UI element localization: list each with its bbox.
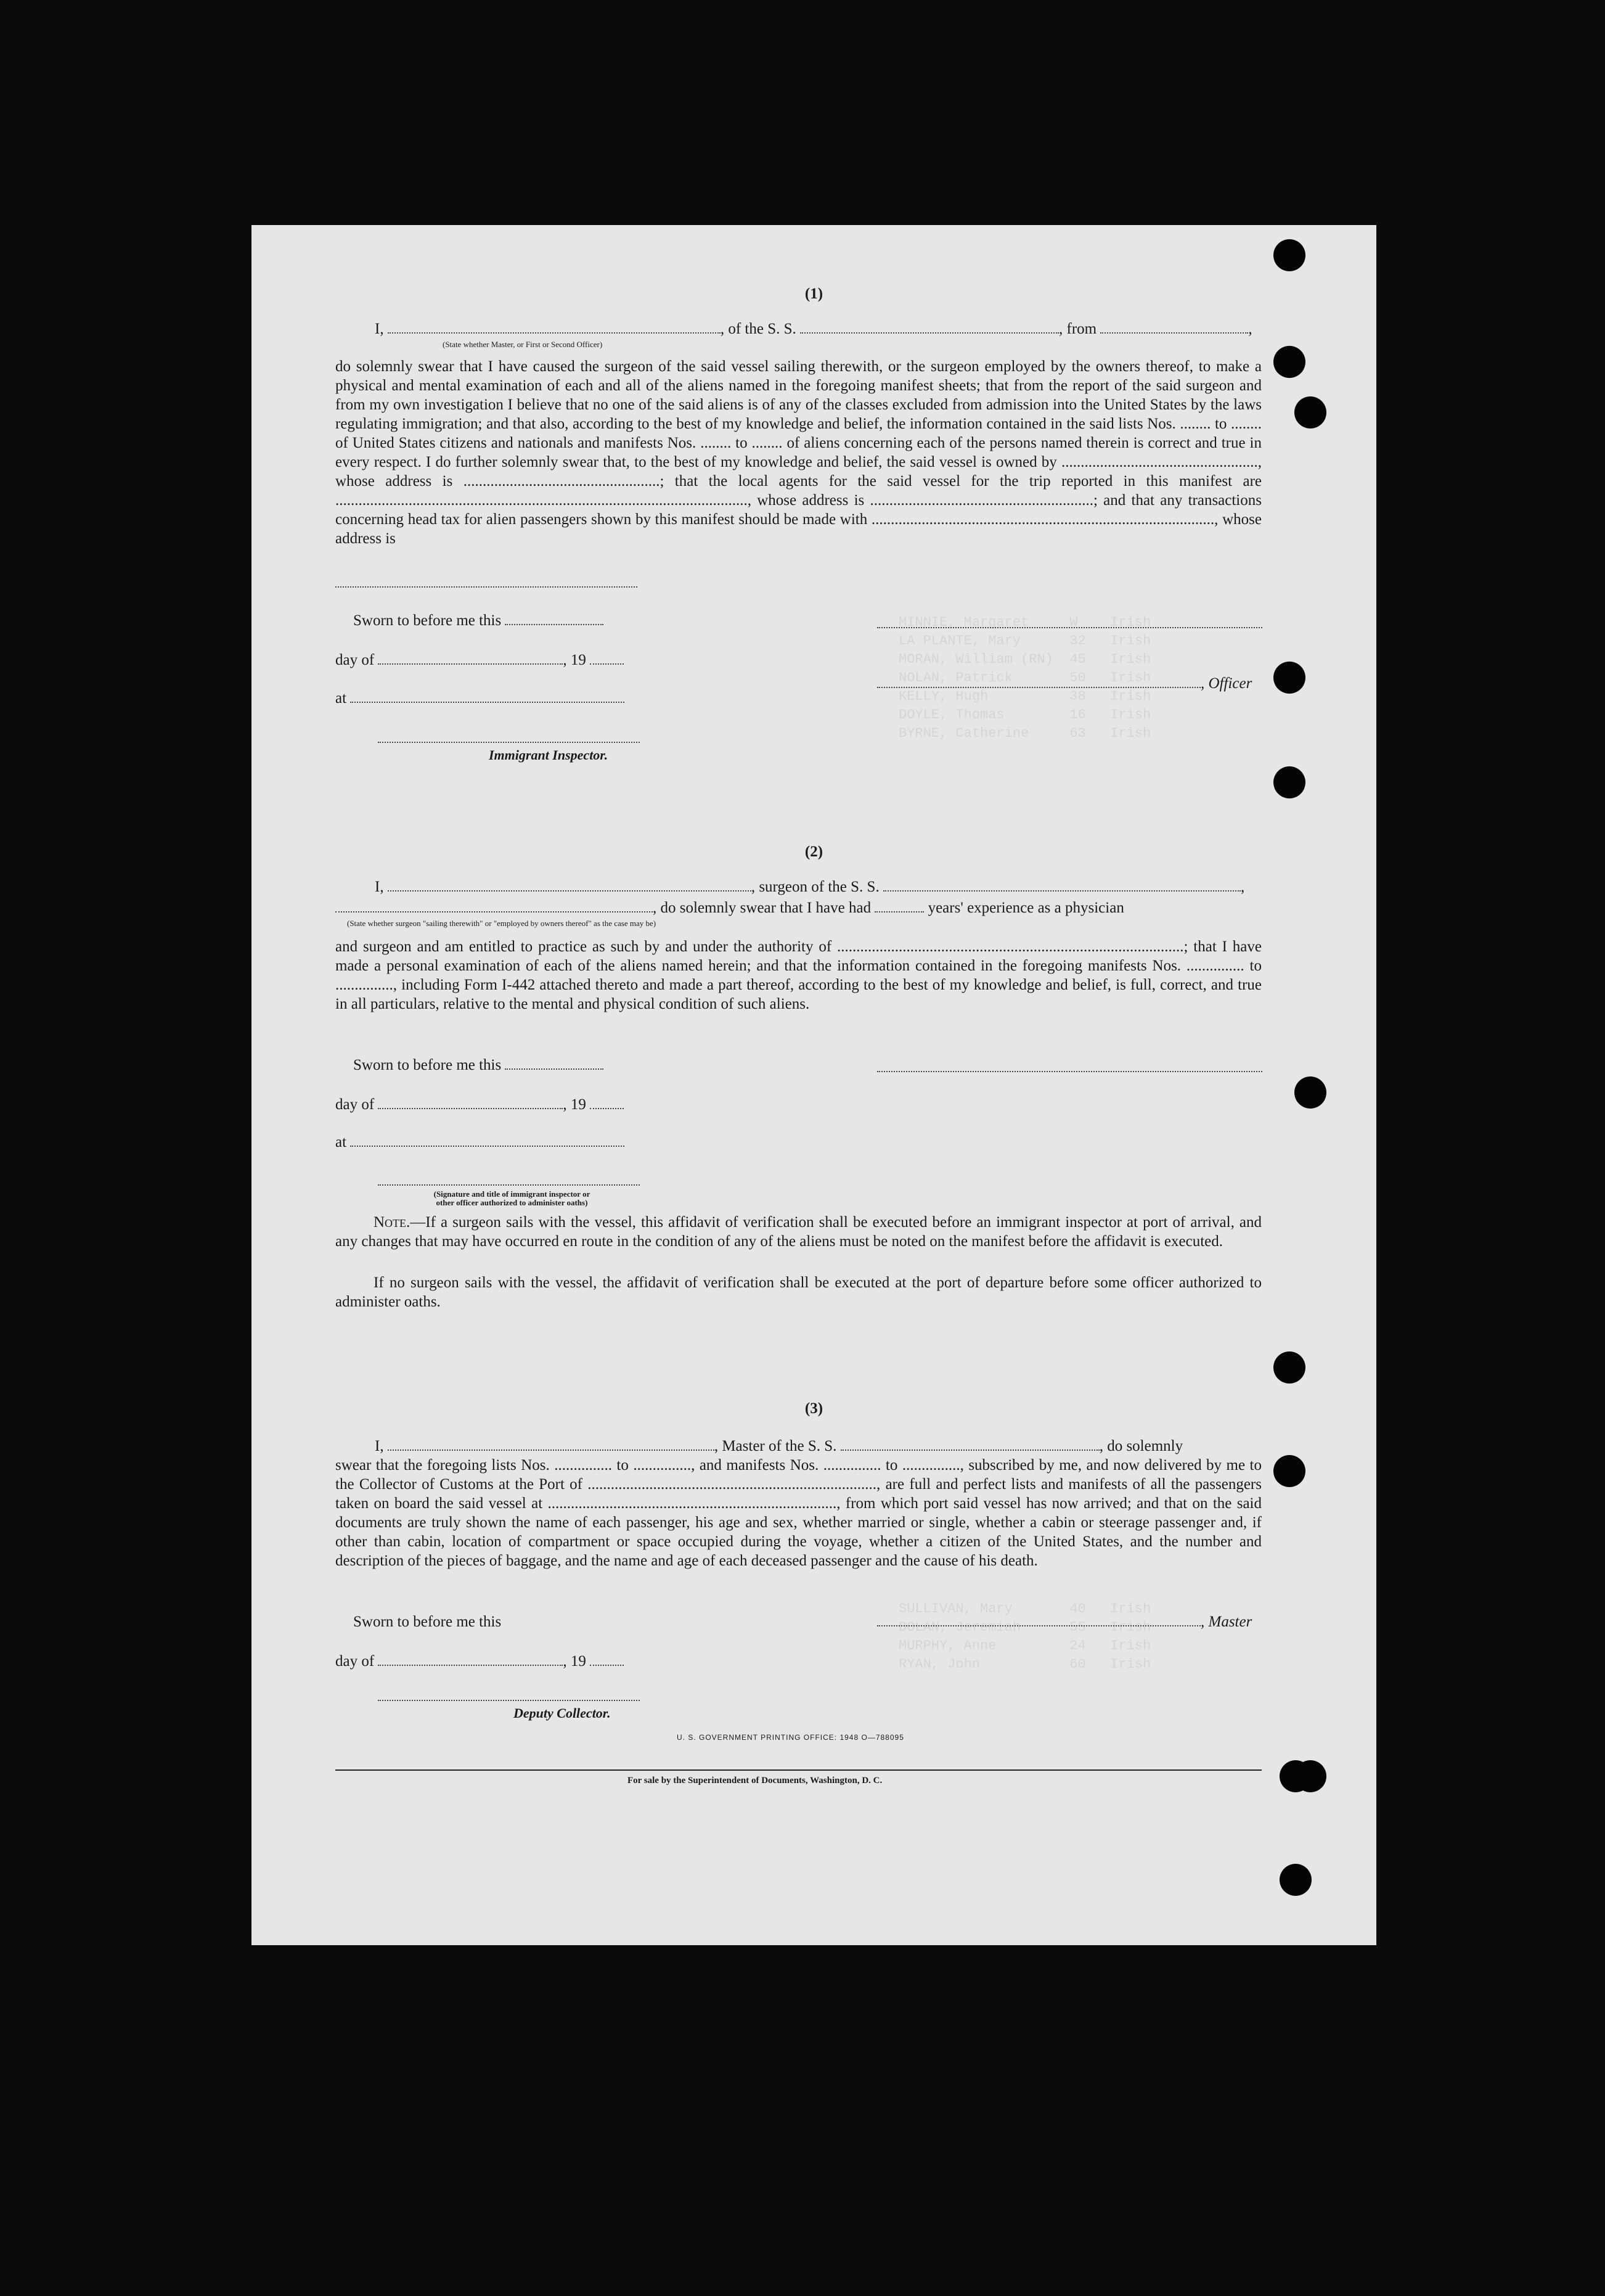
sec2-note-1 [335, 1213, 1262, 1251]
sec1-of-ss-label: , of the S. S. [720, 321, 796, 337]
sec3-master-line [877, 1612, 1252, 1631]
sec2-sworn-label: Sworn to before me this [353, 1057, 502, 1073]
punch-hole [1273, 239, 1305, 271]
punch-hole [1273, 1455, 1305, 1487]
sec2-year-label: , 19 [563, 1096, 586, 1113]
sec2-sig-caption-2: other officer authorized to administer oaths) [436, 1198, 588, 1207]
note-1-text: —If a surgeon sails with the vessel, this affidavit of verification shall be executed before an immigrant inspector at port of arrival, and any changes that may have occurred en route in the condition of any of the aliens must be noted on the manifest before the affidavit is executed. [335, 1214, 1262, 1250]
section-2-number: (2) [804, 843, 823, 860]
sec1-sworn-label: Sworn to before me this [353, 612, 502, 629]
punch-hole [1280, 1864, 1312, 1896]
sec3-oath-line [375, 1437, 1183, 1456]
sec3-day-label: day of [335, 1653, 375, 1670]
sec3-sworn-label: Sworn to before me this [353, 1613, 502, 1630]
sec2-surgeon-ss-label: , surgeon of the S. S. [751, 879, 880, 895]
sec1-officer-line [877, 674, 1252, 693]
sec1-year-label: , 19 [563, 652, 586, 668]
form-page [251, 225, 1376, 1945]
sec3-day-line [335, 1652, 624, 1671]
sec1-oath-line [375, 319, 1252, 338]
sec1-signature-line[interactable] [877, 627, 1262, 628]
sec1-vessel-name-field[interactable] [800, 320, 1059, 334]
punch-hole [1273, 662, 1305, 694]
punch-hole [1294, 396, 1326, 428]
gpo-imprint: U. S. GOVERNMENT PRINTING OFFICE: 1948 O—788095 [677, 1733, 904, 1742]
sec1-day-line [335, 650, 624, 670]
section-1-number: (1) [804, 285, 823, 302]
note-label: Note. [374, 1214, 410, 1231]
sec2-status-field[interactable] [335, 899, 653, 912]
sec3-vessel-name-field[interactable] [841, 1437, 1100, 1451]
sec1-line-end: , [1248, 321, 1252, 337]
sec1-i-label: I, [375, 321, 384, 337]
punch-hole [1294, 1760, 1326, 1792]
punch-hole [1273, 1351, 1305, 1384]
sec2-oath-line [375, 877, 1244, 896]
bleed-through-texture: MINNIE, Margaret W Irish LA PLANTE, Mary 32 Irish MORAN, William (RN) 45 Irish NOLAN, Patrick 50 Irish KELLY, Hugh 38 Irish DOYLE, Thomas 16 Irish BYRNE, Catherine 63 Irish [899, 615, 1151, 741]
sec2-at-line [335, 1133, 624, 1152]
punch-hole [1294, 1076, 1326, 1109]
sec2-at-field[interactable] [350, 1133, 624, 1147]
sec2-line-end: , [1240, 879, 1245, 895]
sec1-address-continuation-line[interactable] [335, 586, 637, 588]
sec1-day-label: day of [335, 652, 375, 668]
sec2-years-field[interactable] [875, 899, 924, 912]
sec2-signature-line[interactable] [877, 1071, 1262, 1072]
sec2-swear-label: , do solemnly swear that I have had [653, 900, 872, 916]
sec3-deputy-label: Deputy Collector. [513, 1705, 611, 1721]
sec2-experience-line [335, 898, 1124, 917]
footer-rule [335, 1769, 1262, 1771]
for-sale-notice: For sale by the Superintendent of Documents, Washington, D. C. [627, 1776, 883, 1786]
sec2-officer-signature-line[interactable] [378, 1184, 640, 1186]
sec1-year-field[interactable] [590, 651, 624, 665]
punch-hole [1273, 346, 1305, 378]
sec1-officer-rank-field[interactable] [388, 320, 721, 334]
sec2-note-2: If no surgeon sails with the vessel, the affidavit of verification shall be executed at the port of departure before some officer authorized to administer oaths. [335, 1274, 1262, 1310]
sec3-oath-paragraph: swear that the foregoing lists Nos. ............... to ..............., and manifests Nos. ............... to ..............., subscribed by me, and now delivered by me to the Collector of Customs at the Port of ..........................................................................., are full and perfect lists and manifests of all the passengers taken on board the said vessel at ..........................................................................., from which port said vessel has now arrived; and that on the said documents are truly shown the name of each passenger, his age and sex, whether married or single, whether a cabin or steerage passenger and, if other than cabin, location of compartment or space occupied during the voyage, whether a citizen of the United States, and the number and description of the pieces of baggage, and the name and age of each deceased passenger and the cause of his death. [335, 1457, 1262, 1569]
sec2-day-line [335, 1095, 624, 1114]
sec1-inspector-signature-line[interactable] [378, 742, 640, 743]
sec2-sworn-day-field[interactable] [505, 1056, 603, 1070]
sec2-status-caption: (State whether surgeon "sailing therewith" or "employed by owners thereof" as the case may be) [347, 919, 656, 928]
sec2-surgeon-name-field[interactable] [388, 878, 751, 892]
sec2-i-label: I, [375, 879, 384, 895]
sec3-day-field[interactable] [378, 1652, 563, 1666]
bleed-through-texture: SULLIVAN, Mary 40 Irish DOLAN, Jeremiah 55 Irish MURPHY, Anne 24 Irish RYAN, John 60 Irish [899, 1601, 1151, 1672]
sec3-master-label: , Master [1201, 1613, 1252, 1630]
sec3-line-end: , do solemnly [1099, 1438, 1183, 1454]
sec3-year-field[interactable] [590, 1652, 624, 1666]
sec1-sworn-day-field[interactable] [505, 612, 603, 625]
sec1-from-label: , from [1059, 321, 1097, 337]
sec1-at-line [335, 689, 624, 708]
sec2-sig-caption-1: (Signature and title of immigrant inspector or [433, 1189, 590, 1199]
sec1-at-field[interactable] [350, 689, 624, 703]
sec3-collector-signature-line[interactable] [378, 1700, 640, 1701]
sec1-rank-caption: (State whether Master, or First or Second Officer) [443, 340, 603, 349]
sec1-oath-paragraph: do solemnly swear that I have caused the surgeon of the said vessel sailing therewith, or the surgeon employed by the owners thereof, to make a physical and mental examination of each and all of the aliens named in the foregoing manifest sheets; that from the report of the said surgeon and from my own investigation I believe that no one of the said aliens is of any of the classes excluded from admission into the United States by the laws regulating immigration; and that also, according to the best of my knowledge and belief, the information contained in the said lists Nos. ........ to ........ of United States citizens and nationals and manifests Nos. ........ to ........ of aliens concerning each of the persons named therein is correct and true in every respect. I do further solemnly swear that, to the best of my knowledge and belief, the said vessel is owned by ..................................................., whose address is ...................................................; that the local agents for the said vessel for the trip reported in this manifest are ..........................................................................................................., whose address is ..........................................................; and that any transactions concerning head tax for alien passengers shown by this manifest should be made with ........................................................................................., whose address is [335, 358, 1262, 547]
sec1-inspector-label: Immigrant Inspector. [489, 747, 608, 763]
sec3-sworn-line [353, 1612, 501, 1631]
punch-hole [1273, 766, 1305, 798]
sec2-at-label: at [335, 1134, 347, 1150]
sec3-master-ss-label: , Master of the S. S. [714, 1438, 837, 1454]
sec2-oath-paragraph: and surgeon and am entitled to practice as such by and under the authority of ..........................................................................................; that I have made a personal examination of each of the aliens named herein; and that the information contained in the foregoing manifests Nos. ............... to ..............., including Form I-442 attached thereto and made a part thereof, according to the best of my knowledge and belief, is full, correct, and true in all particulars, relative to the mental and physical condition of such aliens. [335, 938, 1262, 1012]
sec1-at-label: at [335, 690, 347, 707]
sec1-from-port-field[interactable] [1100, 320, 1248, 334]
sec2-sworn-line [353, 1056, 603, 1075]
sec3-master-signature-field[interactable] [877, 1613, 1201, 1626]
sec1-day-field[interactable] [378, 651, 563, 665]
sec3-master-name-field[interactable] [388, 1437, 714, 1451]
sec1-sworn-line [353, 611, 603, 630]
sec3-year-label: , 19 [563, 1653, 586, 1670]
sec2-years-label: years' experience as a physician [928, 900, 1124, 916]
sec2-year-field[interactable] [590, 1096, 624, 1109]
sec1-officer-field[interactable] [877, 674, 1201, 688]
sec2-day-field[interactable] [378, 1096, 563, 1109]
sec1-officer-label: , Officer [1201, 675, 1252, 692]
sec2-day-label: day of [335, 1096, 375, 1113]
sec3-i-label: I, [375, 1438, 384, 1454]
section-3-number: (3) [804, 1400, 823, 1417]
sec2-vessel-name-field[interactable] [883, 878, 1241, 892]
